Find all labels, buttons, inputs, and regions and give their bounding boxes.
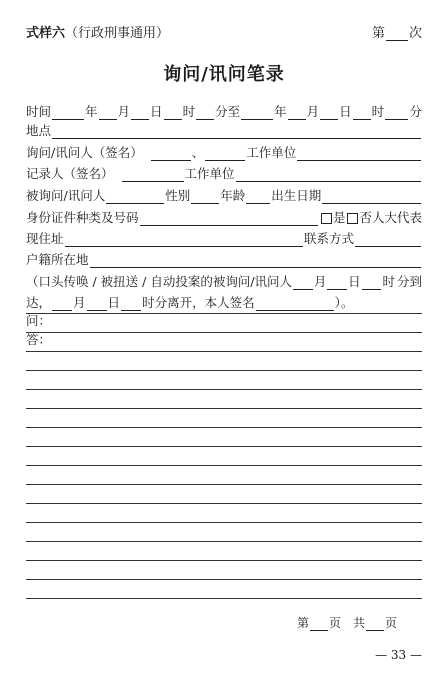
subject-name-field[interactable] xyxy=(106,190,164,204)
arrival-minute-label: 分到 xyxy=(396,274,422,289)
arrival-day-label: 日 xyxy=(348,274,361,289)
household-label: 户籍所在地 xyxy=(26,252,89,267)
interrogator-separator: 、 xyxy=(191,145,205,160)
leave-month-label: 月 xyxy=(73,295,86,310)
page-counter xyxy=(297,614,397,631)
household-row xyxy=(26,250,422,268)
interrogator2-field[interactable] xyxy=(205,147,245,161)
month2-label: 月 xyxy=(306,104,320,119)
subject-row xyxy=(26,186,422,204)
seq-prefix: 第 xyxy=(371,26,385,41)
start-day-field[interactable] xyxy=(131,106,149,120)
minute-to-label: 分至 xyxy=(215,104,241,119)
page-prefix: 第 xyxy=(297,616,310,630)
contact-field[interactable] xyxy=(355,233,421,247)
leave-day-label: 日 xyxy=(107,295,121,310)
interrogator1-field[interactable] xyxy=(151,147,191,161)
page-title: 询问/讯问笔录 xyxy=(163,64,285,85)
yes-label: 是 xyxy=(332,210,346,225)
id-number-field[interactable] xyxy=(140,212,318,226)
no-label: 否人大代表 xyxy=(359,210,422,225)
question-label: 问： xyxy=(26,313,52,328)
seq-number-field[interactable] xyxy=(386,27,408,41)
ruled-line[interactable] xyxy=(26,370,422,371)
id-row xyxy=(26,208,422,226)
birth-label: 出生日期 xyxy=(271,188,322,203)
ruled-line[interactable] xyxy=(26,522,422,523)
ruled-line[interactable] xyxy=(26,541,422,542)
end-month-field[interactable] xyxy=(288,106,306,120)
arrival-day-field[interactable] xyxy=(327,276,347,290)
answer-label: 答： xyxy=(26,332,52,347)
ruled-line[interactable] xyxy=(26,389,422,390)
record-sequence xyxy=(372,22,422,41)
yes-checkbox[interactable] xyxy=(321,213,332,224)
interrogator-label: 询问/讯问人（签名） xyxy=(26,145,143,160)
ruled-line[interactable] xyxy=(26,579,422,580)
interrogator-row xyxy=(26,143,422,161)
form-label: 式样六 xyxy=(26,26,66,41)
arrival-month-field[interactable] xyxy=(293,276,313,290)
arrival-hour-label: 时 xyxy=(382,274,395,289)
arrival-row xyxy=(26,272,422,290)
hour2-label: 时 xyxy=(371,104,385,119)
page-suffix: 页 xyxy=(385,616,398,630)
start-month-field[interactable] xyxy=(99,106,117,120)
leave-month-field[interactable] xyxy=(52,297,72,311)
gender-label: 性别 xyxy=(165,188,191,203)
page-number: — 33 — xyxy=(375,648,422,662)
page-mid: 页 共 xyxy=(329,616,366,630)
recorder-unit-field[interactable] xyxy=(236,168,421,182)
ruled-line[interactable] xyxy=(26,351,422,352)
household-field[interactable] xyxy=(90,254,421,268)
address-row xyxy=(26,229,422,247)
start-minute-field[interactable] xyxy=(196,106,214,120)
recorder-row xyxy=(26,164,422,182)
arrival-text: （口头传唤 / 被扭送 / 自动投案的被询问/讯问人 xyxy=(26,274,293,289)
interrogator-unit-label: 工作单位 xyxy=(246,145,297,160)
subject-label: 被询问/讯问人 xyxy=(26,188,106,203)
contact-label: 联系方式 xyxy=(303,231,354,246)
no-checkbox[interactable] xyxy=(347,213,358,224)
ruled-line[interactable] xyxy=(26,484,422,485)
ruled-line[interactable] xyxy=(26,427,422,428)
ruled-line[interactable] xyxy=(26,446,422,447)
form-header-label xyxy=(26,22,169,41)
arrival-row-2 xyxy=(26,293,422,311)
day-label: 日 xyxy=(150,104,163,119)
ruled-line[interactable] xyxy=(26,313,422,314)
year2-label: 年 xyxy=(274,104,287,119)
leave-day-field[interactable] xyxy=(87,297,107,311)
minute2-label: 分 xyxy=(409,104,422,119)
end-minute-field[interactable] xyxy=(385,106,408,120)
end-year-field[interactable] xyxy=(241,106,273,120)
gender-field[interactable] xyxy=(191,190,219,204)
leave-suffix: ）。 xyxy=(334,295,354,310)
birth-field[interactable] xyxy=(322,190,421,204)
place-row xyxy=(26,121,422,139)
ruled-line[interactable] xyxy=(26,332,422,333)
age-label: 年龄 xyxy=(220,188,246,203)
current-page-field[interactable] xyxy=(310,617,328,631)
leave-signature-field[interactable] xyxy=(256,297,334,311)
total-pages-field[interactable] xyxy=(366,617,384,631)
leave-sign-label: 分离开，本人签名 xyxy=(154,295,255,310)
place-field[interactable] xyxy=(52,125,421,139)
form-note: （行政刑事通用） xyxy=(65,26,170,41)
ruled-line[interactable] xyxy=(26,598,422,599)
ruled-line[interactable] xyxy=(26,465,422,466)
end-hour-field[interactable] xyxy=(353,106,371,120)
leave-hour-label: 时 xyxy=(142,295,155,310)
address-label: 现住址 xyxy=(26,231,64,246)
ruled-line[interactable] xyxy=(26,560,422,561)
place-label: 地点 xyxy=(26,123,52,138)
arrival-month-label: 月 xyxy=(313,274,327,289)
hour-label: 时 xyxy=(182,104,196,119)
ruled-line[interactable] xyxy=(26,408,422,409)
leave-hour-field[interactable] xyxy=(121,297,141,311)
recorder-label: 记录人（签名） xyxy=(26,166,114,181)
start-hour-field[interactable] xyxy=(164,106,182,120)
arrival2-text: 达， xyxy=(26,295,52,310)
arrival-hour-field[interactable] xyxy=(362,276,382,290)
start-year-field[interactable] xyxy=(52,106,84,120)
day2-label: 日 xyxy=(339,104,352,119)
recorder-field[interactable] xyxy=(122,168,184,182)
end-day-field[interactable] xyxy=(320,106,338,120)
seq-suffix: 次 xyxy=(408,26,422,41)
time-label: 时间 xyxy=(26,104,52,119)
recorder-unit-label: 工作单位 xyxy=(184,166,235,181)
month-label: 月 xyxy=(117,104,131,119)
address-field[interactable] xyxy=(65,233,303,247)
age-field[interactable] xyxy=(246,190,270,204)
interrogator-unit-field[interactable] xyxy=(297,147,421,161)
ruled-line[interactable] xyxy=(26,503,422,504)
id-label: 身份证件种类及号码 xyxy=(26,210,139,225)
time-row xyxy=(26,102,422,120)
year-label: 年 xyxy=(85,104,98,119)
